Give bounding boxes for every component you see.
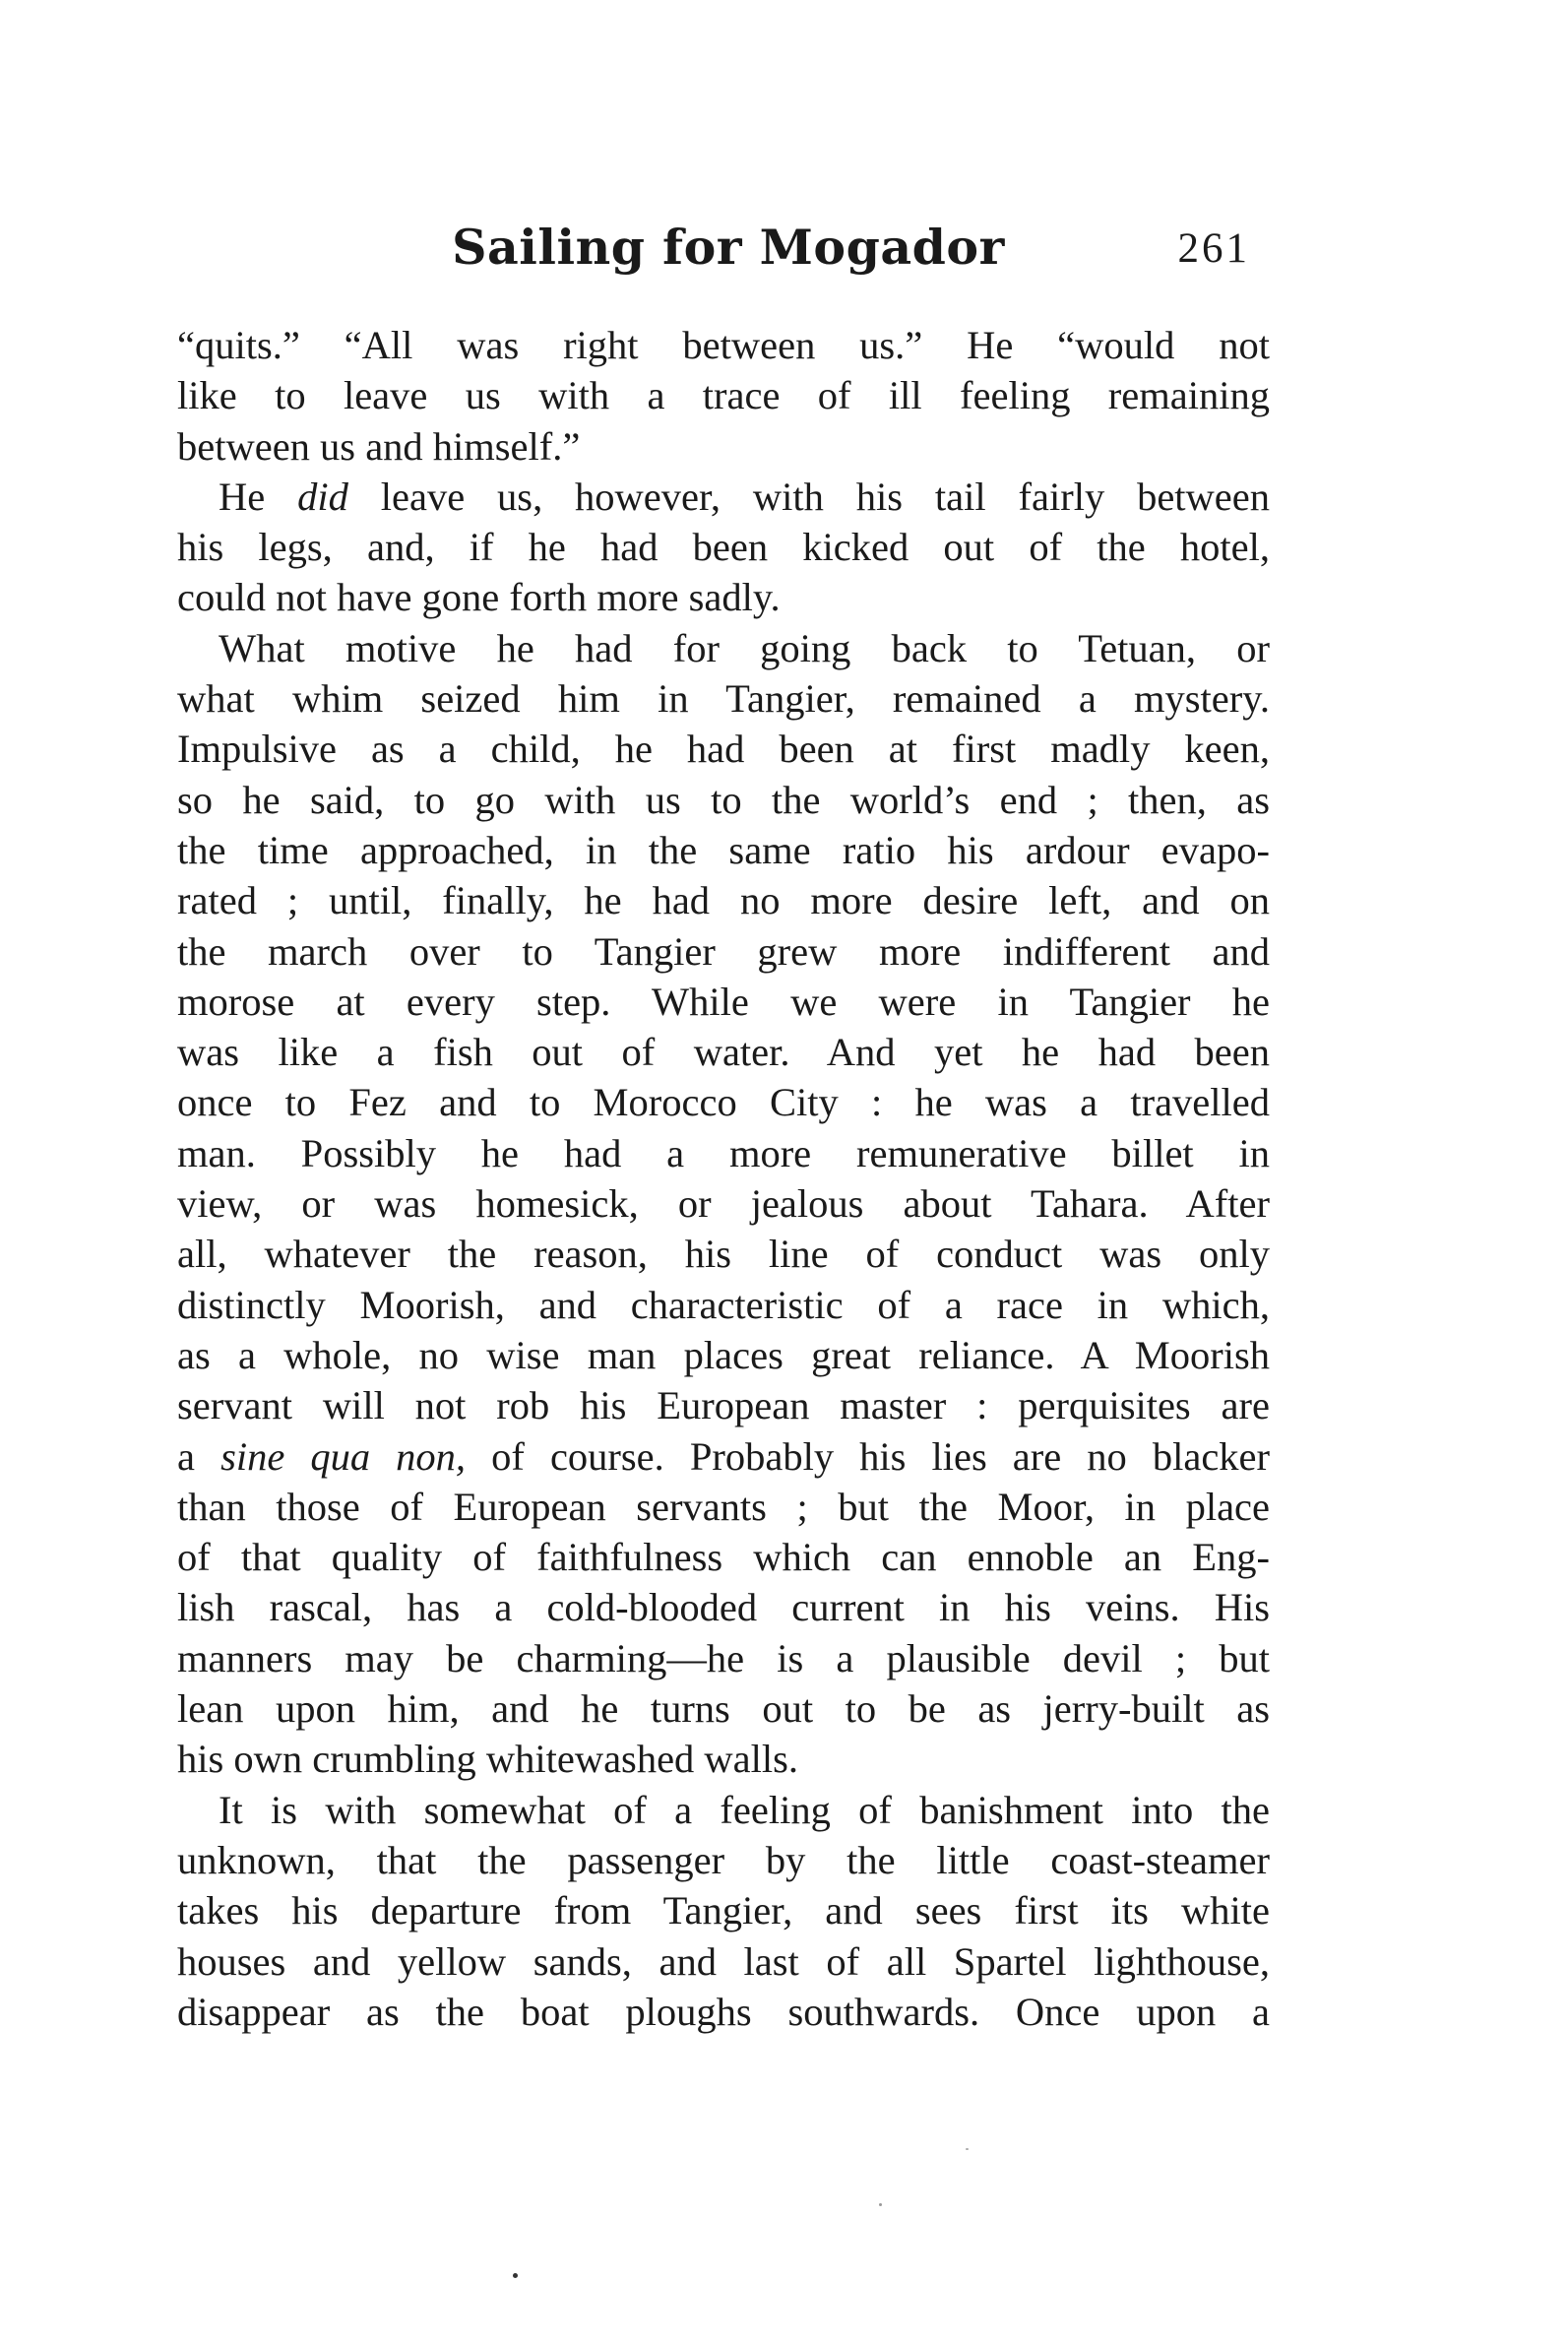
text-line-rest: of course. Probably his lies are no blacker [491,1433,1271,1479]
text-line: man. Possibly he had a more remunerative billet in [177,1130,1270,1175]
text-line: the time approached, in the same ratio his ardour evapo- [177,827,1270,872]
text-line: rated ; until, finally, he had no more desire left, and on [177,878,1270,923]
text-line: the march over to Tangier grew more indifferent and [177,928,1270,974]
text-line: lish rascal, has a cold-blooded current in his veins. His [177,1585,1270,1630]
text-line: It is with somewhat of a feeling of banishment into the [219,1787,1270,1832]
text-line: like to leave us with a trace of ill feeling remaining [177,373,1270,418]
text-line: “quits.” “All was right between us.” He “would not [177,323,1270,367]
text-line: distinctly Moorish, and characteristic of a race in which, [177,1282,1270,1327]
text-line: could not have gone forth more sadly. [177,575,781,620]
running-title: Sailing for Mogador [452,219,1005,276]
scan-speck [879,2203,882,2206]
text-line: What motive he had for going back to Tetuan, or [219,625,1270,670]
text-line: all, whatever the reason, his line of conduct was only [177,1232,1270,1277]
scan-speck [513,2273,518,2278]
page-number: 261 [1177,225,1250,272]
text-line: disappear as the boat ploughs southwards. Once upon a [177,1989,1270,2034]
text-line: takes his departure from Tangier, and sees first its white [177,1888,1270,1933]
text-line: unknown, that the passenger by the little coast-steamer [177,1837,1270,1882]
italic-text: sine qua non, [220,1433,467,1479]
text-line-lead: a [177,1433,195,1479]
italic-text: did [297,474,348,519]
text-line: was like a fish out of water. And yet he had been [177,1030,1270,1075]
text-line [177,1431,1270,1482]
text-line: manners may be charming—he is a plausible devil ; but [177,1635,1270,1680]
scan-speck [966,2148,969,2150]
text-line: lean upon him, and he turns out to be as jerry-built as [177,1686,1270,1732]
text-line: between us and himself.” [177,423,581,469]
text-line: once to Fez and to Morocco City : he was a travelled [177,1080,1270,1125]
text-line: servant will not rob his European master : perquisites are [177,1383,1270,1428]
text-line [177,472,1270,522]
text-line-lead: He [219,474,266,519]
text-line: his legs, and, if he had been kicked out of the hotel, [177,525,1270,570]
paragraph-2 [177,472,1270,623]
text-line: so he said, to go with us to the world’s end ; then, as [177,777,1270,822]
text-line: view, or was homesick, or jealous about Tahara. After [177,1181,1270,1227]
text-line: than those of European servants ; but the Moor, in place [177,1484,1270,1529]
text-line: his own crumbling whitewashed walls. [177,1737,799,1782]
paragraph-1 [177,320,1270,472]
text-line: of that quality of faithfulness which can ennoble an Eng- [177,1535,1270,1580]
paragraph-3 [177,623,1270,1785]
running-head [177,219,1280,287]
text-line: as a whole, no wise man places great reliance. A Moorish [177,1332,1270,1377]
text-line: what whim seized him in Tangier, remained a mystery. [177,676,1270,722]
text-line: Impulsive as a child, he had been at first madly keen, [177,727,1270,772]
text-line: morose at every step. While we were in Tangier he [177,979,1270,1024]
paragraph-4 [177,1785,1270,2037]
text-line: houses and yellow sands, and last of all Spartel lighthouse, [177,1938,1270,1984]
text-body [177,320,1270,2037]
text-line-rest: leave us, however, with his tail fairly between [380,474,1270,519]
